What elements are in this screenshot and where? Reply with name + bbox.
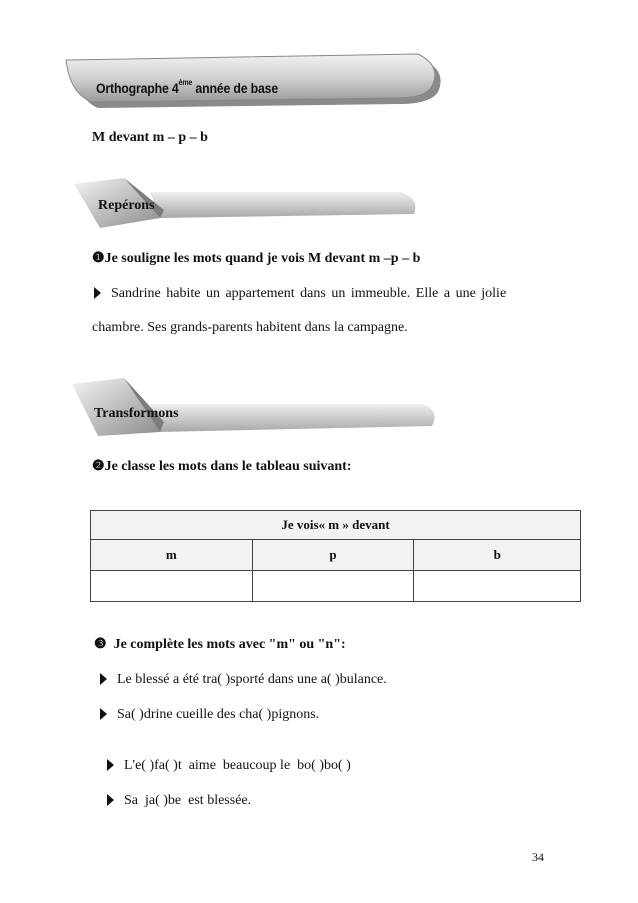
exercise1-title-line — [92, 250, 420, 267]
table-col-b: b — [414, 540, 581, 571]
exercise2-title-line — [92, 458, 352, 475]
exercise3-item-3 — [100, 742, 351, 774]
arrow-right-icon — [100, 673, 107, 685]
text-line2: chambre. Ses grands-parents habitent dans la campagne. — [92, 320, 408, 335]
exercise2-number: ❷ — [92, 459, 105, 474]
exercise3-title: Je complète les mots avec "m" ou "n": — [113, 637, 346, 652]
table-col-m: m — [91, 540, 253, 571]
list-item: Le blessé a été tra( )sporté dans une a( )bulance. — [117, 672, 387, 687]
section2-heading: Transformons — [94, 406, 179, 421]
list-item: Sa ja( )be est blessée. — [124, 793, 252, 808]
text-line1-row — [94, 286, 554, 302]
title-banner-shape — [0, 0, 638, 130]
table-cell-p[interactable] — [252, 571, 414, 602]
exercise3-item-2 — [100, 707, 319, 723]
title-banner-text — [96, 80, 278, 96]
section1-banner-shape — [0, 170, 638, 250]
table-cell-m[interactable] — [91, 571, 253, 602]
page-number: 34 — [532, 850, 544, 864]
exercise2-title: Je classe les mots dans le tableau suivant: — [104, 459, 352, 474]
exercise3-number: ❸ — [94, 637, 107, 652]
title-sup: ème — [178, 78, 193, 88]
table-header: Je vois« m » devant — [91, 511, 581, 540]
table-cell-b[interactable] — [414, 571, 581, 602]
table-col-p: p — [252, 540, 414, 571]
arrow-right-icon — [107, 794, 114, 806]
list-item: Sa( )drine cueille des cha( )pignons. — [117, 707, 320, 722]
arrow-right-icon — [107, 759, 114, 771]
arrow-right-icon — [100, 708, 107, 720]
classification-table — [90, 510, 581, 602]
exercise1-title: Je souligne les mots quand je vois M devant m –p – b — [104, 251, 421, 266]
subtitle: M devant m – p – b — [92, 130, 208, 145]
exercise1-number: ❶ — [92, 251, 105, 266]
title-prefix: Orthographe 4 — [96, 80, 179, 96]
exercise3-title-line — [94, 636, 346, 653]
text-line1: Sandrine habite un appartement dans un immeuble. Elle a une jolie — [111, 286, 507, 301]
title-suffix: année de base — [192, 80, 279, 96]
section1-heading: Repérons — [98, 198, 155, 213]
exercise3-item-4 — [100, 777, 251, 809]
arrow-right-icon — [94, 287, 101, 299]
list-item: L'e( )fa( )t aime beaucoup le bo( )bo( ) — [124, 758, 351, 773]
exercise3-item-1 — [100, 672, 387, 688]
